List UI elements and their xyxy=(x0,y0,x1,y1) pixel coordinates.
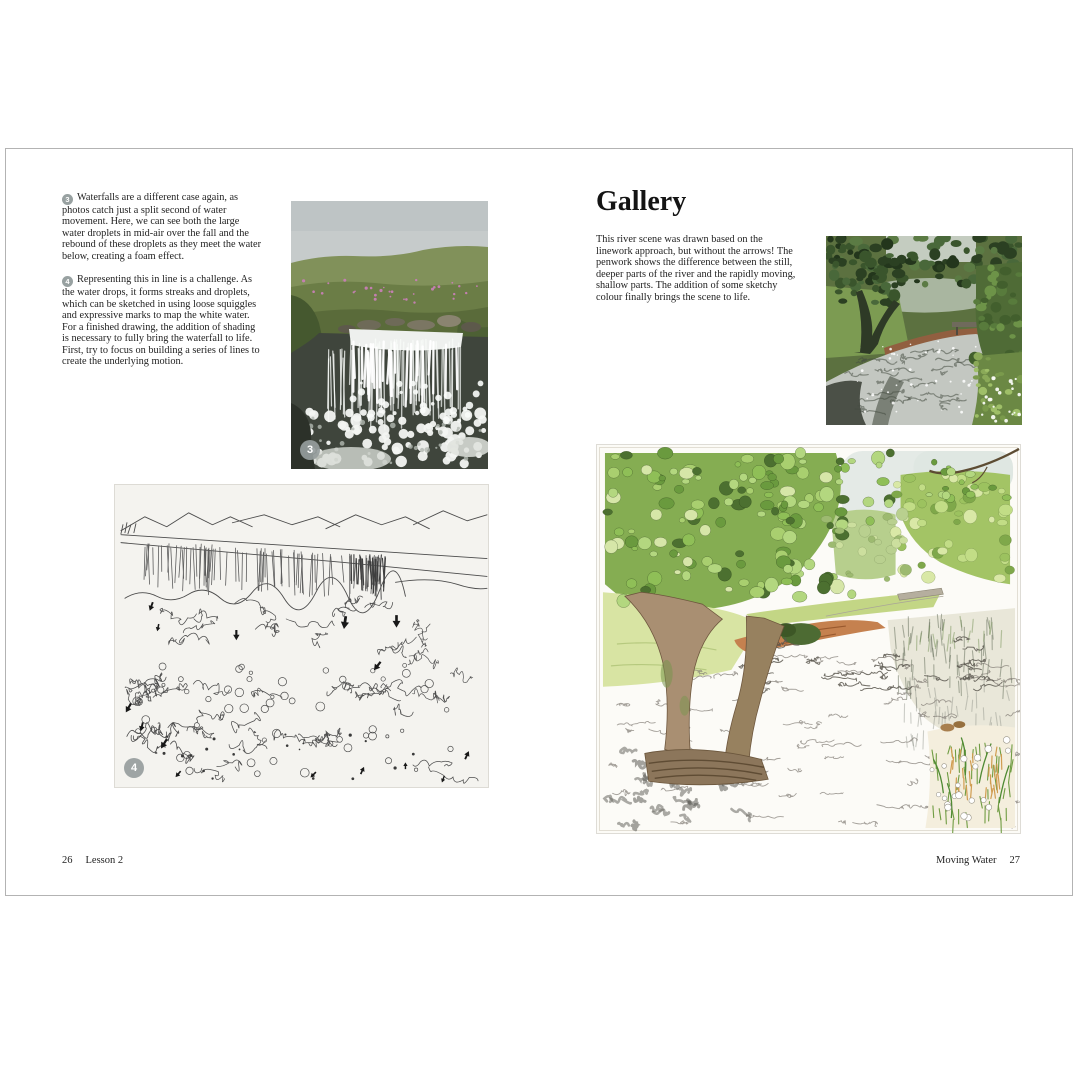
paragraph-step-4 xyxy=(62,274,263,367)
waterfall-line-sketch-art xyxy=(115,485,488,787)
figure-3-label-badge: 3 xyxy=(300,440,320,460)
step-4-number-badge: 4 xyxy=(62,276,73,287)
river-photo-art xyxy=(826,236,1022,425)
paragraph-step-3 xyxy=(62,192,263,262)
chapter-label-left: Lesson 2 xyxy=(85,855,124,866)
footer-right xyxy=(936,855,1020,867)
footer-left xyxy=(62,855,123,867)
waterfall-photo-figure xyxy=(291,201,488,469)
river-photo-figure xyxy=(826,236,1022,425)
gallery-heading: Gallery xyxy=(596,186,687,217)
lesson-text-column xyxy=(62,192,263,368)
paragraph-step-4-text: Representing this in line is a challenge. As the water drops, it forms streaks and droplets, which can be sketched in using loose squiggles and expressive marks to map the white water. For a finished drawing, the addition of shading is necessary to fully bring the waterfall to life. First, try to focus on building a series of lines to create the underlying motion. xyxy=(62,274,260,367)
figure-4-label-badge: 4 xyxy=(124,758,144,778)
river-colour-sketch-figure xyxy=(596,444,1021,834)
page-spread xyxy=(5,148,1073,896)
waterfall-line-sketch-figure xyxy=(114,484,489,788)
page-number-right: 27 xyxy=(1009,855,1020,866)
gallery-intro-text: This river scene was drawn based on the linework approach, but without the arrows! The penwork shows the difference between the still, deeper parts of the river and the rapidly moving, shallow parts. The addition of some sketchy colour finally brings the scene to life. xyxy=(596,234,796,303)
step-3-number-badge: 3 xyxy=(62,194,73,205)
waterfall-photo-art xyxy=(291,201,488,469)
river-colour-sketch-art xyxy=(597,445,1020,833)
page-number-left: 26 xyxy=(62,855,73,866)
chapter-label-right: Moving Water xyxy=(936,855,997,866)
paragraph-step-3-text: Waterfalls are a different case again, as photos catch just a split second of water movement. Here, we can see both the large water droplets in mid-air over the fall and the rebound of these droplets as they meet the water below, creating a foam effect. xyxy=(62,192,262,262)
